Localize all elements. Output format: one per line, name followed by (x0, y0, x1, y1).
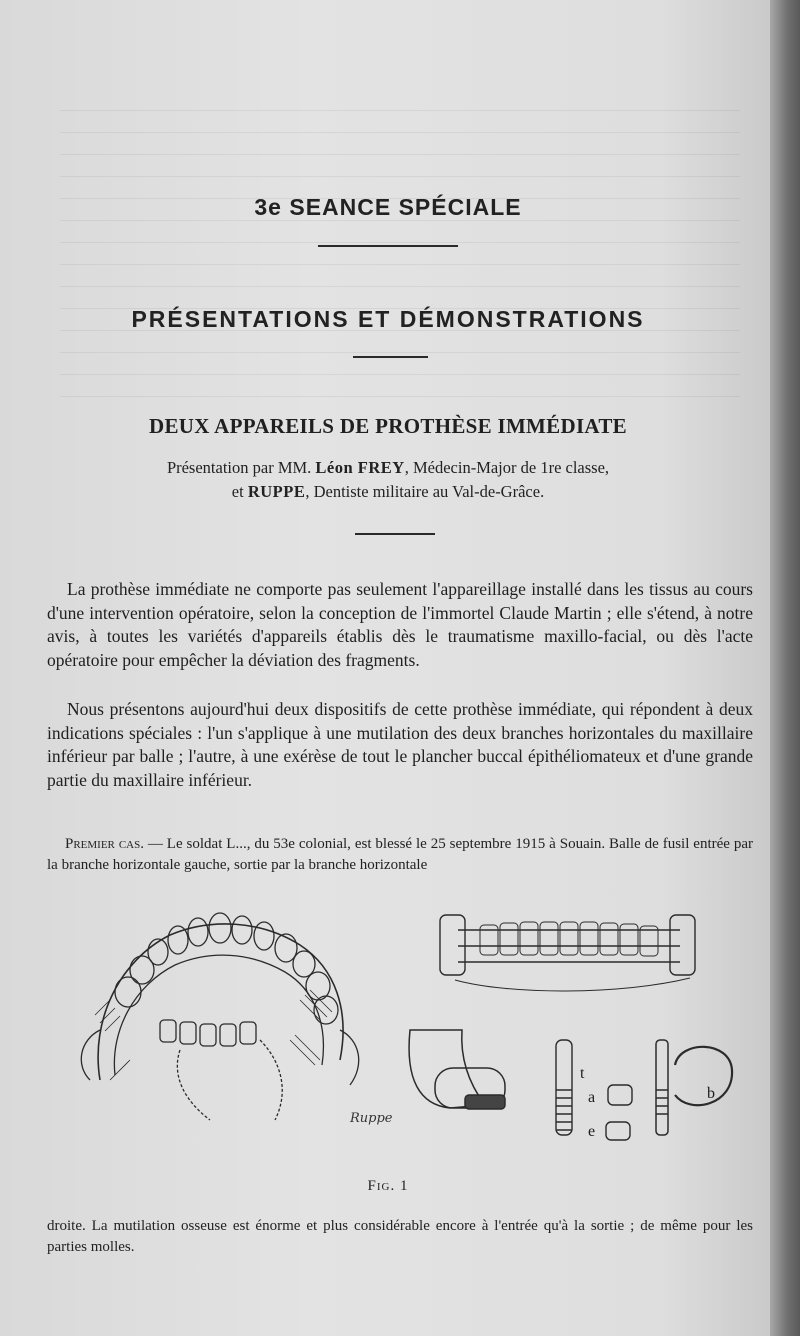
byline-line-2 (0, 482, 776, 502)
caption-label: Fig. (367, 1178, 396, 1194)
case-paragraph (47, 834, 753, 876)
ring-part-drawing (656, 1040, 732, 1135)
session-title: 3e SEANCE SPÉCIALE (254, 194, 522, 220)
divider-rule (318, 245, 458, 247)
dental-prosthesis-figure (60, 890, 740, 1180)
body-paragraph: Nous présentons aujourd'hui deux dispositifs de cette prothèse immédiate, qui répondent à deux indications spéciales : l'un s'applique à une mutilation des deux branches horizontales du maxillaire inférieur par balle ; l'autre, à une exérèse de tout le plancher buccal épithéliomateux et d'une grande partie du maxillaire inférieur. (47, 699, 753, 790)
divider-rule (355, 533, 435, 535)
part-label-b: b (707, 1085, 715, 1102)
tooth-row (115, 913, 338, 1046)
lower-jaw-drawing (81, 913, 358, 1120)
author-name: Léon FREY (315, 458, 405, 477)
divider-rule (353, 356, 428, 358)
article-title: DEUX APPAREILS DE PROTHÈSE IMMÉDIATE (149, 414, 627, 438)
caption-number: 1 (399, 1178, 409, 1194)
bleed-through-texture (60, 110, 740, 410)
byline-conjunction: et (231, 482, 244, 501)
author-name: RUPPE (247, 482, 306, 501)
figure-caption (0, 1178, 776, 1195)
part-label-e: e (588, 1123, 596, 1140)
body-paragraph: La prothèse immédiate ne comporte pas seulement l'appareillage installé dans les tissus au cours d'une intervention opératoire, selon la conception de l'immortel Claude Martin ; elle s'étend, à notre avis, à toutes les variétés d'appareils établis dès le traumatisme maxillo-facial, ou dès l'acte opératoire pour empêcher la déviation des fragments. (47, 579, 753, 670)
part-label-a: a (588, 1089, 596, 1106)
artist-signature: Ruppe (350, 1111, 393, 1126)
byline-line-1 (0, 458, 776, 478)
splint-bar-drawing (440, 915, 695, 991)
clip-part-drawing (409, 1030, 505, 1109)
author-title: , Dentiste militaire au Val-de-Grâce. (305, 482, 545, 501)
continuation-paragraph: droite. La mutilation osseuse est énorme et plus considérable encore à l'entrée qu'à la sortie ; de même pour les parties molles. (47, 1218, 753, 1255)
case-label: Premier cas. (65, 836, 144, 852)
case-text: — Le soldat L..., du 53e colonial, est blessé le 25 septembre 1915 à Souain. Balle de fusil entrée par la branche horizontale gauche, sortie par la branche horizontale (47, 836, 754, 873)
section-title: PRÉSENTATIONS ET DÉMONSTRATIONS (131, 306, 645, 332)
part-label-t: t (580, 1065, 585, 1082)
author-title: , Médecin-Major de 1re classe, (404, 458, 610, 477)
byline-prefix: Présentation par MM. (166, 458, 312, 477)
